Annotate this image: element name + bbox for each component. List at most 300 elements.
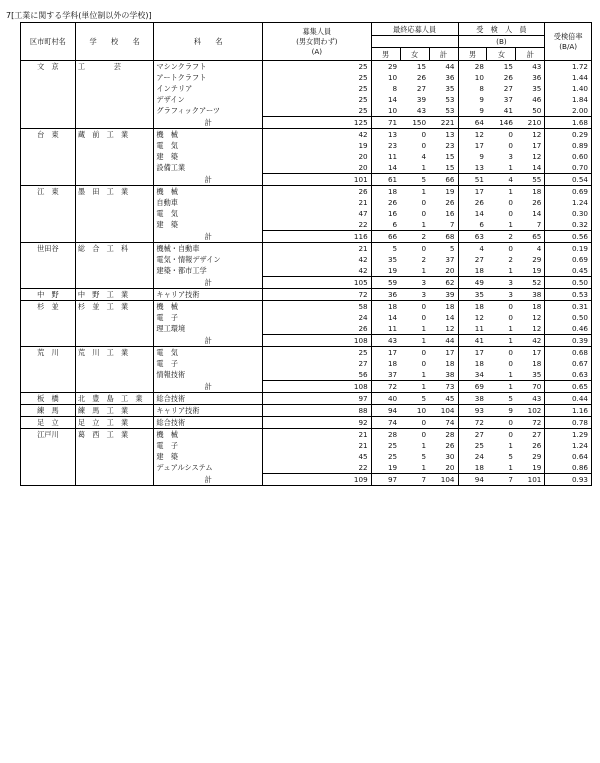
ratio-cell: 0.60 xyxy=(545,151,592,162)
et-cell: 19 xyxy=(516,265,545,277)
am-cell: 11 xyxy=(387,324,398,333)
af-cell: 39 xyxy=(416,95,427,104)
dept-cell: マシンクラフト xyxy=(154,61,263,73)
table-row xyxy=(21,429,592,441)
header-ratio xyxy=(545,23,592,61)
et-cell: 18 xyxy=(516,186,545,198)
af-cell: 1 xyxy=(400,335,429,347)
dept-cell: デュアルシステム xyxy=(154,462,263,474)
af-cell: 0 xyxy=(421,359,427,368)
recruit-cell: 47 xyxy=(263,208,372,219)
af-cell: 150 xyxy=(400,117,429,129)
em-cell: 12 xyxy=(474,130,484,139)
header-recruit xyxy=(263,23,372,61)
ratio-cell: 1.68 xyxy=(545,117,592,129)
af-cell: 1 xyxy=(421,163,427,172)
em-cell: 9 xyxy=(479,106,484,115)
at-cell: 36 xyxy=(429,72,458,83)
af-cell: 5 xyxy=(421,452,427,461)
header-exam-male: 男 xyxy=(458,48,487,61)
recruit-cell: 42 xyxy=(263,129,372,141)
af-cell: 0 xyxy=(400,417,429,429)
at-cell: 26 xyxy=(429,440,458,451)
ef-cell: 0 xyxy=(508,130,513,139)
recruit-cell: 21 xyxy=(263,429,372,441)
dept-cell: キャリア技術 xyxy=(154,289,263,301)
af-cell: 1 xyxy=(421,370,427,379)
dept-cell: 建 築 xyxy=(154,219,263,231)
table-row xyxy=(21,186,592,198)
af-cell: 0 xyxy=(421,302,427,311)
am-cell: 66 xyxy=(371,231,400,243)
em-cell: 10 xyxy=(474,73,484,82)
dept-cell: 総合技術 xyxy=(154,417,263,429)
at-cell: 18 xyxy=(429,358,458,369)
em-cell: 17 xyxy=(474,187,484,196)
ef-cell: 15 xyxy=(503,62,513,71)
ef-cell: 1 xyxy=(487,335,516,347)
table-row xyxy=(21,417,592,429)
dept-cell: 電 子 xyxy=(154,358,263,369)
em-cell: 27 xyxy=(474,255,484,264)
ratio-cell: 1.72 xyxy=(545,61,592,73)
ratio-cell: 0.32 xyxy=(545,219,592,231)
recruit-cell: 20 xyxy=(263,162,372,174)
dept-cell: アートクラフト xyxy=(154,72,263,83)
et-cell: 55 xyxy=(516,174,545,186)
am-cell: 14 xyxy=(387,163,398,172)
recruit-cell: 25 xyxy=(263,61,372,73)
page-title: 7[工業に関する学科(単位制以外の学校)] xyxy=(6,11,152,20)
recruit-cell: 58 xyxy=(263,301,372,313)
recruit-cell: 26 xyxy=(263,323,372,335)
et-cell: 65 xyxy=(516,231,545,243)
recruit-cell: 26 xyxy=(263,186,372,198)
et-cell: 18 xyxy=(516,301,545,313)
school-cell: 蔵 前 工 業 xyxy=(75,129,154,186)
ef-cell: 1 xyxy=(508,187,513,196)
et-cell: 19 xyxy=(516,462,545,474)
dept-cell: 理工環境 xyxy=(154,323,263,335)
ef-cell: 1 xyxy=(508,463,513,472)
am-cell: 10 xyxy=(387,73,398,82)
af-cell: 0 xyxy=(421,141,427,150)
at-cell: 13 xyxy=(429,129,458,141)
table-row xyxy=(21,347,592,359)
ef-cell: 1 xyxy=(508,370,513,379)
em-cell: 12 xyxy=(474,313,484,322)
recruit-cell: 21 xyxy=(263,440,372,451)
am-cell: 25 xyxy=(387,452,398,461)
recruit-cell: 97 xyxy=(263,393,372,405)
subtotal-label: 計 xyxy=(154,231,263,243)
ef-cell: 5 xyxy=(487,393,516,405)
ef-cell: 0 xyxy=(508,141,513,150)
am-cell: 17 xyxy=(387,348,398,357)
recruit-cell: 108 xyxy=(263,381,372,393)
ef-cell: 41 xyxy=(503,106,513,115)
et-cell: 42 xyxy=(516,335,545,347)
at-cell: 53 xyxy=(429,105,458,117)
et-cell: 14 xyxy=(516,208,545,219)
area-cell: 江 東 xyxy=(21,186,76,243)
ratio-cell: 1.29 xyxy=(545,429,592,441)
ef-cell: 1 xyxy=(508,163,513,172)
table-row xyxy=(21,301,592,313)
recruit-cell: 25 xyxy=(263,83,372,94)
am-cell: 6 xyxy=(392,220,398,229)
ratio-cell: 1.84 xyxy=(545,94,592,105)
recruit-cell: 20 xyxy=(263,151,372,162)
em-cell: 9 xyxy=(479,95,484,104)
am-cell: 23 xyxy=(387,141,398,150)
ratio-cell: 0.69 xyxy=(545,186,592,198)
dept-cell: 機械・自動車 xyxy=(154,243,263,255)
et-cell: 7 xyxy=(516,219,545,231)
ratio-cell: 0.56 xyxy=(545,231,592,243)
af-cell: 1 xyxy=(400,381,429,393)
am-cell: 5 xyxy=(392,244,398,253)
dept-cell: 建 築 xyxy=(154,451,263,462)
ratio-cell: 0.46 xyxy=(545,323,592,335)
area-cell: 練 馬 xyxy=(21,405,76,417)
af-cell: 0 xyxy=(421,198,427,207)
et-cell: 12 xyxy=(516,151,545,162)
af-cell: 2 xyxy=(421,255,427,264)
af-cell: 5 xyxy=(400,393,429,405)
ef-cell: 2 xyxy=(508,255,513,264)
ef-cell: 0 xyxy=(508,348,513,357)
ratio-cell: 0.39 xyxy=(545,335,592,347)
dept-cell: 自動車 xyxy=(154,197,263,208)
dept-cell: 設備工業 xyxy=(154,162,263,174)
dept-cell: グラフィックアーツ xyxy=(154,105,263,117)
af-cell: 3 xyxy=(400,289,429,301)
af-cell: 1 xyxy=(421,266,427,275)
at-cell: 5 xyxy=(429,243,458,255)
header-apply: 最終応募人員 xyxy=(371,23,458,36)
em-cell: 94 xyxy=(458,474,487,486)
am-cell: 72 xyxy=(371,381,400,393)
ratio-cell: 0.89 xyxy=(545,140,592,151)
ratio-cell: 0.50 xyxy=(545,312,592,323)
em-cell: 27 xyxy=(474,430,484,439)
dept-cell: 機 械 xyxy=(154,429,263,441)
em-cell: 18 xyxy=(474,266,484,275)
area-cell: 中 野 xyxy=(21,289,76,301)
em-cell: 17 xyxy=(474,141,484,150)
et-cell: 43 xyxy=(516,61,545,73)
em-cell: 18 xyxy=(474,463,484,472)
school-cell: 中 野 工 業 xyxy=(75,289,154,301)
table-row xyxy=(21,405,592,417)
at-cell: 26 xyxy=(429,197,458,208)
am-cell: 11 xyxy=(387,152,398,161)
em-cell: 24 xyxy=(474,452,484,461)
area-cell: 台 東 xyxy=(21,129,76,186)
recruit-cell: 22 xyxy=(263,462,372,474)
et-cell: 38 xyxy=(516,289,545,301)
af-cell: 0 xyxy=(421,430,427,439)
ef-cell: 0 xyxy=(508,209,513,218)
af-cell: 1 xyxy=(421,441,427,450)
am-cell: 35 xyxy=(387,255,398,264)
header-exam-female: 女 xyxy=(487,48,516,61)
et-cell: 35 xyxy=(516,369,545,381)
at-cell: 20 xyxy=(429,265,458,277)
ef-cell: 26 xyxy=(503,73,513,82)
at-cell: 16 xyxy=(429,208,458,219)
am-cell: 97 xyxy=(371,474,400,486)
at-cell: 221 xyxy=(429,117,458,129)
ratio-cell: 0.78 xyxy=(545,417,592,429)
at-cell: 44 xyxy=(429,61,458,73)
em-cell: 6 xyxy=(479,220,484,229)
recruit-cell: 72 xyxy=(263,289,372,301)
ef-cell: 3 xyxy=(487,277,516,289)
table-row xyxy=(21,129,592,141)
school-cell: 総 合 工 科 xyxy=(75,243,154,289)
dept-cell: 電 気 xyxy=(154,208,263,219)
at-cell: 104 xyxy=(429,405,458,417)
header-exam: 受 検 人 員 xyxy=(458,23,545,36)
em-cell: 25 xyxy=(474,441,484,450)
af-cell: 0 xyxy=(421,209,427,218)
et-cell: 17 xyxy=(516,140,545,151)
ef-cell: 1 xyxy=(508,266,513,275)
dept-cell: インテリア xyxy=(154,83,263,94)
am-cell: 19 xyxy=(387,266,398,275)
af-cell: 7 xyxy=(400,474,429,486)
af-cell: 1 xyxy=(421,187,427,196)
et-cell: 29 xyxy=(516,254,545,265)
am-cell: 10 xyxy=(387,106,398,115)
area-cell: 足 立 xyxy=(21,417,76,429)
dept-cell: 建築・都市工学 xyxy=(154,265,263,277)
em-cell: 9 xyxy=(479,152,484,161)
header-recruit-sub: (男女問わず) xyxy=(296,36,338,46)
at-cell: 20 xyxy=(429,462,458,474)
ratio-cell: 0.29 xyxy=(545,129,592,141)
header-ratio-sub: (B/A) xyxy=(559,41,578,51)
am-cell: 43 xyxy=(371,335,400,347)
at-cell: 23 xyxy=(429,140,458,151)
af-cell: 2 xyxy=(400,231,429,243)
am-cell: 28 xyxy=(387,430,398,439)
at-cell: 66 xyxy=(429,174,458,186)
dept-cell: 建 築 xyxy=(154,151,263,162)
ratio-cell: 0.93 xyxy=(545,474,592,486)
header-ratio-label: 受検倍率 xyxy=(553,31,583,41)
area-cell: 杉 並 xyxy=(21,301,76,347)
recruit-cell: 125 xyxy=(263,117,372,129)
ef-cell: 1 xyxy=(508,441,513,450)
am-cell: 61 xyxy=(371,174,400,186)
subtotal-label: 計 xyxy=(154,174,263,186)
am-cell: 36 xyxy=(371,289,400,301)
af-cell: 26 xyxy=(416,73,427,82)
recruit-cell: 22 xyxy=(263,219,372,231)
recruit-cell: 25 xyxy=(263,105,372,117)
em-cell: 13 xyxy=(474,163,484,172)
dept-cell: 機 械 xyxy=(154,301,263,313)
ef-cell: 0 xyxy=(508,313,513,322)
et-cell: 17 xyxy=(516,347,545,359)
et-cell: 50 xyxy=(516,105,545,117)
recruit-cell: 116 xyxy=(263,231,372,243)
dept-cell: 情報技術 xyxy=(154,369,263,381)
recruit-cell: 19 xyxy=(263,140,372,151)
ef-cell: 4 xyxy=(487,174,516,186)
et-cell: 70 xyxy=(516,381,545,393)
subtotal-label: 計 xyxy=(154,117,263,129)
at-cell: 45 xyxy=(429,393,458,405)
ef-cell: 7 xyxy=(487,474,516,486)
am-cell: 29 xyxy=(387,62,398,71)
em-cell: 64 xyxy=(458,117,487,129)
am-cell: 71 xyxy=(371,117,400,129)
ratio-cell: 0.67 xyxy=(545,358,592,369)
em-cell: 63 xyxy=(458,231,487,243)
et-cell: 12 xyxy=(516,312,545,323)
et-cell: 101 xyxy=(516,474,545,486)
ef-cell: 1 xyxy=(508,220,513,229)
af-cell: 1 xyxy=(421,324,427,333)
at-cell: 39 xyxy=(429,289,458,301)
ratio-cell: 0.69 xyxy=(545,254,592,265)
at-cell: 73 xyxy=(429,381,458,393)
recruit-cell: 108 xyxy=(263,335,372,347)
exam-results-table xyxy=(20,22,592,486)
ratio-cell: 0.65 xyxy=(545,381,592,393)
at-cell: 53 xyxy=(429,94,458,105)
et-cell: 26 xyxy=(516,197,545,208)
at-cell: 104 xyxy=(429,474,458,486)
em-cell: 11 xyxy=(474,324,484,333)
ratio-cell: 0.31 xyxy=(545,301,592,313)
school-cell: 杉 並 工 業 xyxy=(75,301,154,347)
ef-cell: 0 xyxy=(508,302,513,311)
ratio-cell: 1.44 xyxy=(545,72,592,83)
dept-cell: 電 気 xyxy=(154,140,263,151)
school-cell: 工 芸 xyxy=(75,61,154,129)
ef-cell: 37 xyxy=(503,95,513,104)
subtotal-label: 計 xyxy=(154,335,263,347)
header-area: 区市町村名 xyxy=(21,23,76,61)
em-cell: 4 xyxy=(479,244,484,253)
recruit-cell: 21 xyxy=(263,197,372,208)
header-exam-total: 計 xyxy=(516,48,545,61)
et-cell: 102 xyxy=(516,405,545,417)
em-cell: 41 xyxy=(458,335,487,347)
ef-cell: 0 xyxy=(508,244,513,253)
am-cell: 8 xyxy=(392,84,398,93)
table-row xyxy=(21,61,592,73)
et-cell: 72 xyxy=(516,417,545,429)
af-cell: 1 xyxy=(421,463,427,472)
am-cell: 18 xyxy=(387,187,398,196)
area-cell: 板 橋 xyxy=(21,393,76,405)
dept-cell: 電 気 xyxy=(154,347,263,359)
ef-cell: 0 xyxy=(508,198,513,207)
table-row xyxy=(21,393,592,405)
school-cell: 足 立 工 業 xyxy=(75,417,154,429)
am-cell: 74 xyxy=(371,417,400,429)
et-cell: 29 xyxy=(516,451,545,462)
am-cell: 40 xyxy=(371,393,400,405)
at-cell: 44 xyxy=(429,335,458,347)
am-cell: 14 xyxy=(387,95,398,104)
recruit-cell: 109 xyxy=(263,474,372,486)
af-cell: 4 xyxy=(421,152,427,161)
ef-cell: 146 xyxy=(487,117,516,129)
school-cell: 北 豊 島 工 業 xyxy=(75,393,154,405)
am-cell: 18 xyxy=(387,302,398,311)
af-cell: 15 xyxy=(416,62,427,71)
ratio-cell: 1.40 xyxy=(545,83,592,94)
am-cell: 18 xyxy=(387,359,398,368)
dept-cell: キャリア技術 xyxy=(154,405,263,417)
recruit-cell: 105 xyxy=(263,277,372,289)
em-cell: 14 xyxy=(474,209,484,218)
em-cell: 49 xyxy=(458,277,487,289)
recruit-cell: 24 xyxy=(263,312,372,323)
at-cell: 18 xyxy=(429,301,458,313)
subtotal-label: 計 xyxy=(154,277,263,289)
ratio-cell: 0.44 xyxy=(545,393,592,405)
af-cell: 0 xyxy=(421,348,427,357)
at-cell: 35 xyxy=(429,83,458,94)
et-cell: 12 xyxy=(516,323,545,335)
ef-cell: 0 xyxy=(508,430,513,439)
af-cell: 1 xyxy=(421,220,427,229)
area-cell: 荒 川 xyxy=(21,347,76,393)
em-cell: 69 xyxy=(458,381,487,393)
recruit-cell: 42 xyxy=(263,254,372,265)
subtotal-label: 計 xyxy=(154,381,263,393)
et-cell: 18 xyxy=(516,358,545,369)
af-cell: 10 xyxy=(400,405,429,417)
at-cell: 30 xyxy=(429,451,458,462)
header-apply-female: 女 xyxy=(400,48,429,61)
at-cell: 7 xyxy=(429,219,458,231)
ef-cell: 0 xyxy=(487,417,516,429)
ratio-cell: 0.70 xyxy=(545,162,592,174)
ratio-cell: 0.54 xyxy=(545,174,592,186)
at-cell: 19 xyxy=(429,186,458,198)
ratio-cell: 0.50 xyxy=(545,277,592,289)
recruit-cell: 92 xyxy=(263,417,372,429)
ratio-cell: 0.64 xyxy=(545,451,592,462)
recruit-cell: 56 xyxy=(263,369,372,381)
ratio-cell: 1.16 xyxy=(545,405,592,417)
em-cell: 28 xyxy=(474,62,484,71)
table-row xyxy=(21,243,592,255)
am-cell: 13 xyxy=(387,130,398,139)
dept-cell: デザイン xyxy=(154,94,263,105)
at-cell: 14 xyxy=(429,312,458,323)
header-exam-b: (B) xyxy=(458,36,545,48)
ef-cell: 1 xyxy=(487,381,516,393)
af-cell: 0 xyxy=(421,313,427,322)
et-cell: 210 xyxy=(516,117,545,129)
table-row xyxy=(21,289,592,301)
school-cell: 葛 西 工 業 xyxy=(75,429,154,486)
ratio-cell: 1.24 xyxy=(545,197,592,208)
recruit-cell: 45 xyxy=(263,451,372,462)
em-cell: 18 xyxy=(474,302,484,311)
header-dept: 科 名 xyxy=(154,23,263,61)
